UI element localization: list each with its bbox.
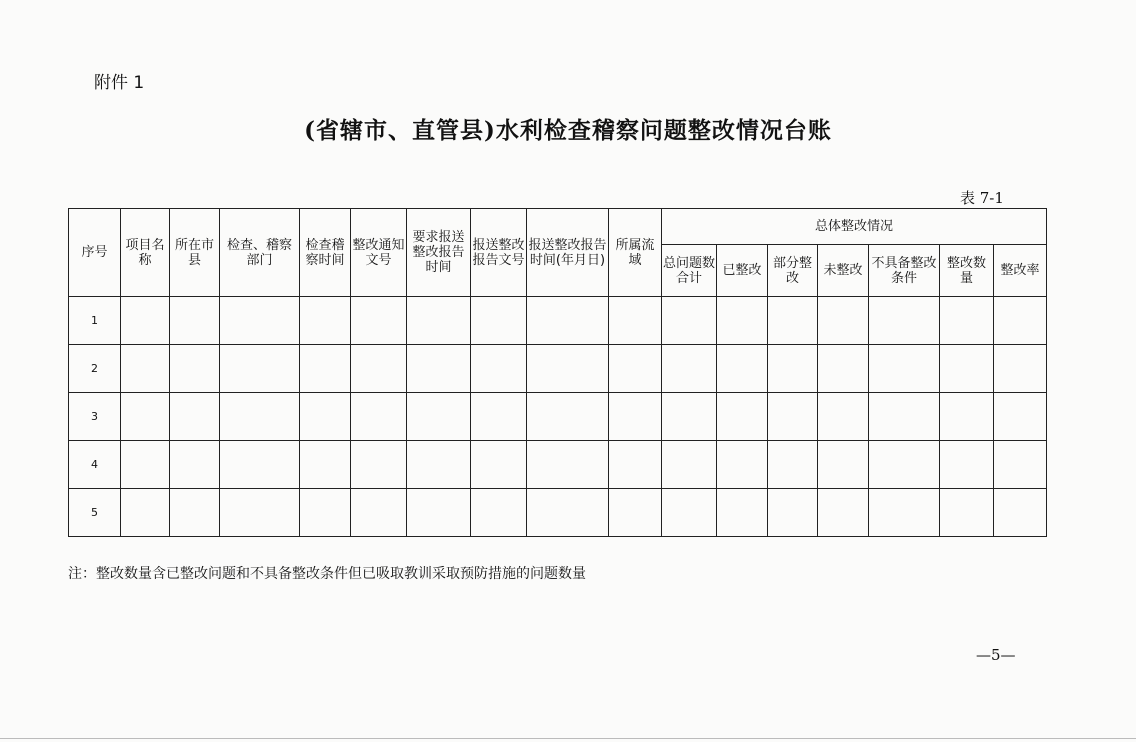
header-rectified-count: 整改数量 [940,245,994,297]
header-inspection-dept: 检查、稽察部门 [220,209,300,297]
row-number: 3 [69,393,121,441]
table-row [69,345,1047,393]
page-bottom-edge [0,738,1136,739]
header-rectified: 已整改 [717,245,768,297]
page-number: —5— [976,646,1016,664]
header-not-rectifiable: 不具备整改条件 [869,245,940,297]
header-total-issues: 总问题数合计 [662,245,717,297]
annex-label: 附件 1 [94,73,145,93]
header-required-report-time: 要求报送整改报告时间 [407,209,471,297]
rectification-ledger-table [68,208,1047,537]
document-title: (省辖市、直管县)水利检查稽察问题整改情况台账 [304,117,832,144]
header-not-rectified: 未整改 [818,245,869,297]
header-report-doc-no: 报送整改报告文号 [471,209,527,297]
row-number: 1 [69,297,121,345]
footnote: 注：整改数量含已整改问题和不具备整改条件但已吸取教训采取预防措施的问题数量 [68,566,586,582]
table-row [69,393,1047,441]
header-serial-no: 序号 [69,209,121,297]
header-river-basin: 所属流域 [609,209,662,297]
table-row [69,441,1047,489]
header-city-county: 所在市县 [170,209,220,297]
header-project-name: 项目名称 [121,209,170,297]
header-rectification-rate: 整改率 [994,245,1047,297]
table-row [69,297,1047,345]
row-number: 2 [69,345,121,393]
row-number: 5 [69,489,121,537]
table-row [69,489,1047,537]
table-number: 表 7-1 [960,189,1004,207]
header-partially-rectified: 部分整改 [768,245,818,297]
header-report-submit-time: 报送整改报告时间(年月日) [527,209,609,297]
header-inspection-time: 检查稽察时间 [300,209,351,297]
header-notice-doc-no: 整改通知文号 [351,209,407,297]
row-number: 4 [69,441,121,489]
header-overall-status: 总体整改情况 [662,209,1047,245]
